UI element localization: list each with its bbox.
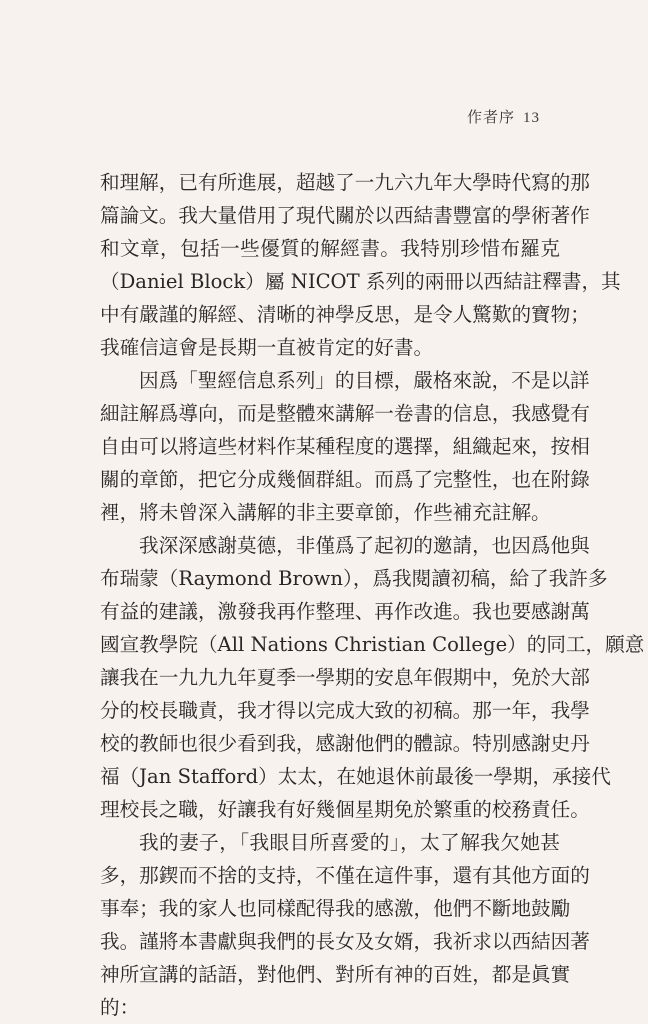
text-line: 神所宣講的話語，對他們、對所有神的百姓，都是眞實 xyxy=(100,963,571,986)
text-line: （Daniel Block）屬 NICOT 系列的兩冊以西結註釋書，其 xyxy=(100,270,621,293)
text-line: 我。謹將本書獻與我們的長女及女婿，我祈求以西結因著 xyxy=(100,930,590,953)
text-line: 的： xyxy=(100,996,140,1019)
text-line: 自由可以將這些材料作某種程度的選擇，組織起來，按相 xyxy=(100,435,590,458)
text-line: 裡，將未曾深入講解的非主要章節，作些補充註解。 xyxy=(100,501,551,524)
text-line: 中有嚴謹的解經、清晰的神學反思，是令人驚歎的寶物； xyxy=(100,303,590,326)
text-line: 理校長之職，好讓我有好幾個星期免於繁重的校務責任。 xyxy=(100,798,590,821)
paragraph xyxy=(100,364,590,529)
text-line: 有益的建議，激發我再作整理、再作改進。我也要感謝萬 xyxy=(100,600,590,623)
text-line: 校的教師也很少看到我，感謝他們的體諒。特別感謝史丹 xyxy=(100,732,590,755)
text-line: 和理解，已有所進展，超越了一九六九年大學時代寫的那 xyxy=(100,171,590,194)
paragraph xyxy=(100,529,645,826)
paragraph xyxy=(100,166,621,364)
text-line: 多，那鍥而不捨的支持，不僅在這件事，還有其他方面的 xyxy=(100,864,590,887)
text-line: 布瑞蒙（Raymond Brown），爲我閱讀初稿，給了我許多 xyxy=(100,567,608,590)
text-line: 和文章，包括一些優質的解經書。我特別珍惜布羅克 xyxy=(100,237,560,260)
text-line: 福（Jan Stafford）太太，在她退休前最後一學期，承接代 xyxy=(100,765,611,788)
text-line: 事奉；我的家人也同樣配得我的感激，他們不斷地鼓勵 xyxy=(100,897,571,920)
body-text xyxy=(100,166,645,1024)
text-line: 我深深感謝莫德，非僅爲了起初的邀請，也因爲他與 xyxy=(139,534,590,557)
text-line: 因爲「聖經信息系列」的目標，嚴格來說，不是以詳 xyxy=(139,369,590,392)
header-section-title: 作者序 xyxy=(466,108,515,126)
text-line: 讓我在一九九九年夏季一學期的安息年假期中，免於大部 xyxy=(100,666,590,689)
text-line: 國宣教學院（All Nations Christian College）的同工，願意 xyxy=(100,633,645,656)
page-number: 13 xyxy=(523,110,540,126)
running-header xyxy=(467,106,540,127)
text-line: 我確信這會是長期一直被肯定的好書。 xyxy=(100,336,434,359)
paragraph xyxy=(100,826,590,1024)
text-line: 分的校長職責，我才得以完成大致的初稿。那一年，我學 xyxy=(100,699,590,722)
text-line: 細註解爲導向，而是整體來講解一卷書的信息，我感覺有 xyxy=(100,402,590,425)
text-line: 我的妻子，「我眼目所喜愛的」，太了解我欠她甚 xyxy=(139,831,560,854)
text-line: 關的章節，把它分成幾個群組。而爲了完整性，也在附錄 xyxy=(100,468,590,491)
text-line: 篇論文。我大量借用了現代關於以西結書豐富的學術著作 xyxy=(100,204,590,227)
